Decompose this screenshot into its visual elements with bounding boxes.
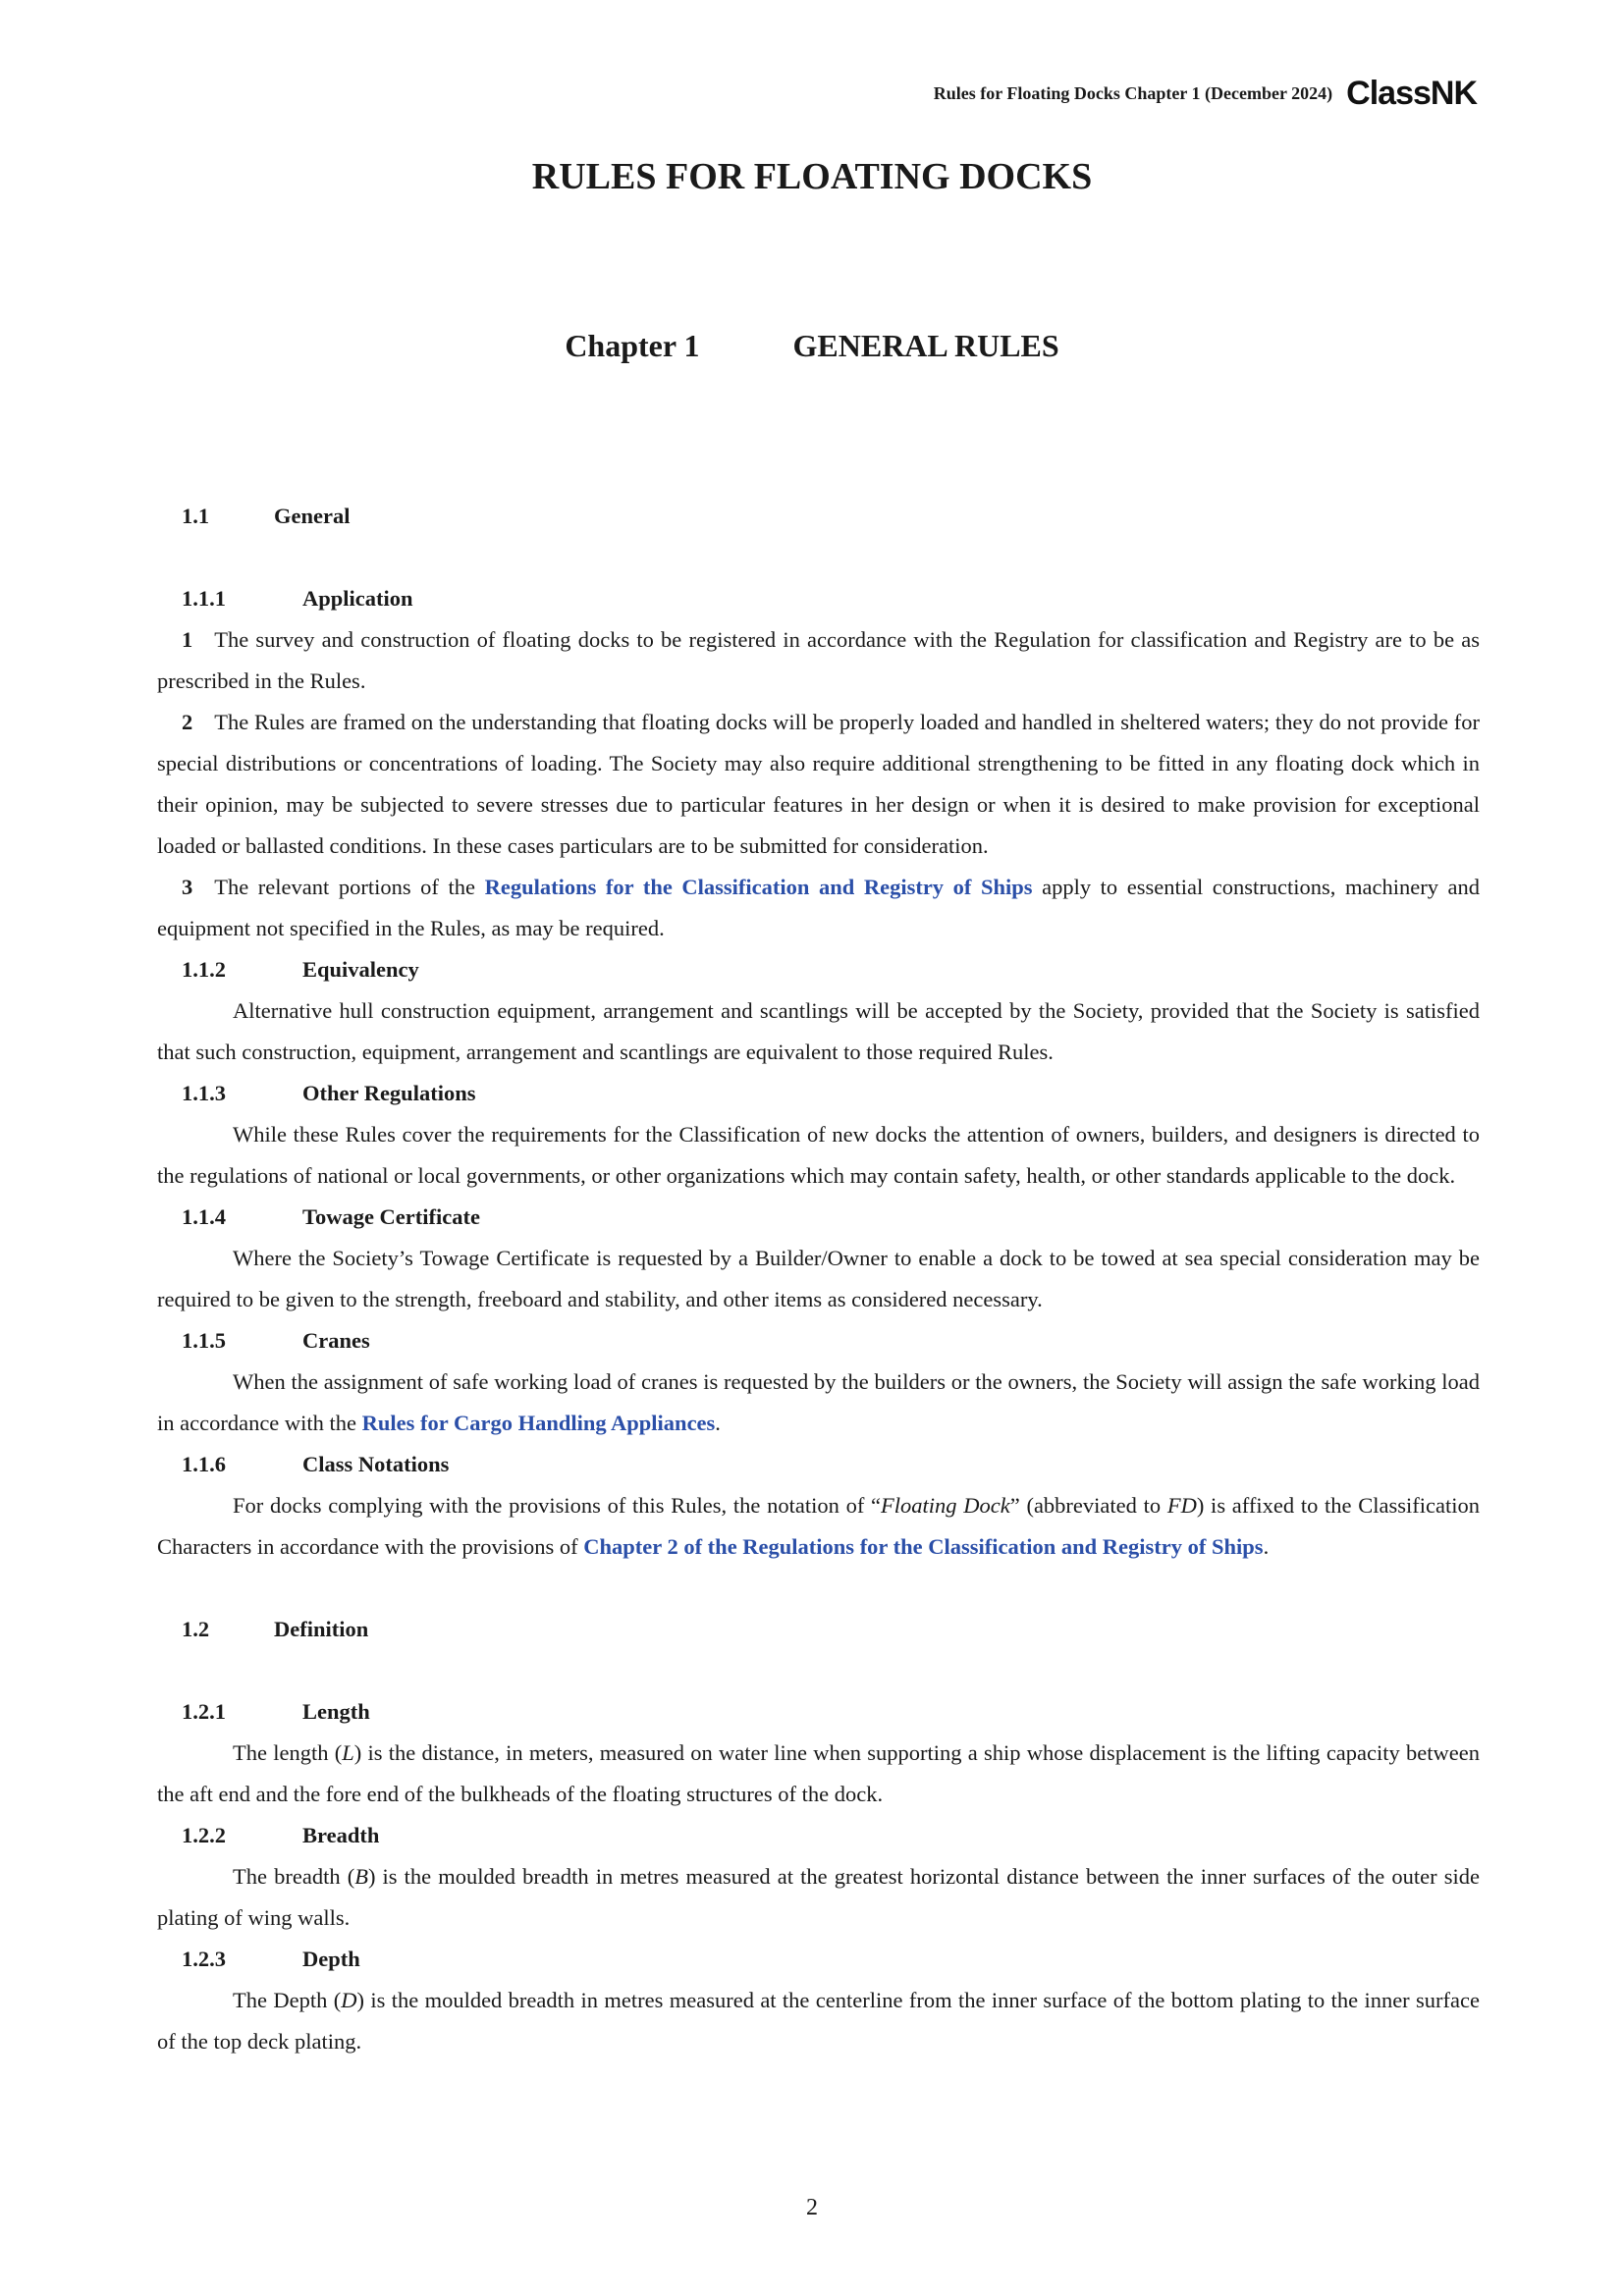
paragraph-number: 2 <box>182 710 193 734</box>
paragraph-text: . <box>1263 1534 1270 1559</box>
subsection-number: 1.2.1 <box>182 1699 226 1724</box>
subsection-heading <box>157 1939 1480 1980</box>
paragraph <box>157 1856 1480 1939</box>
subsection-title: Other Regulations <box>302 1081 476 1105</box>
subsection-title: Equivalency <box>302 957 419 982</box>
paragraph <box>157 867 1480 949</box>
subsection-heading <box>157 1073 1480 1114</box>
subsection-title: Application <box>302 586 413 611</box>
paragraph <box>157 1733 1480 1815</box>
paragraph: Where the Society’s Towage Certificate is requested by a Builder/Owner to enable a dock to be towed at sea special consideration may be required to be given to the strength, freeboard and stability, and other items as considered necessary. <box>157 1246 1480 1311</box>
paragraph-text: The Rules are framed on the understanding that floating docks will be properly loaded and handled in sheltered waters; they do not provide for special distributions or concentrations of loading. The Society may also require additional strengthening to be fitted in any floating dock which in their opinion, may be subjected to severe stresses due to particular features in her design or when it is desired to make provision for exceptional loaded or ballasted conditions. In these cases particulars are to be submitted for consideration. <box>157 710 1480 858</box>
subsection-heading <box>157 1320 1480 1362</box>
paragraph-text: For docks complying with the provisions of this Rules, the notation of “ <box>233 1493 882 1518</box>
paragraph-text: ) is affixed to the Classification Characters in accordance with the provisions of <box>157 1493 1480 1559</box>
section-title: Definition <box>274 1617 369 1641</box>
subsection-title: Depth <box>302 1947 360 1971</box>
subsection-title: Class Notations <box>302 1452 450 1476</box>
subsection-number: 1.1.4 <box>182 1204 226 1229</box>
classnk-logo: ClassNK <box>1346 75 1477 112</box>
paragraph-text: . <box>715 1411 721 1435</box>
paragraph: Alternative hull construction equipment, arrangement and scantlings will be accepted by the Society, provided that the Society is satisfied that such construction, equipment, arrangement and scantlings are equivalent to those required Rules. <box>157 998 1480 1064</box>
paragraph <box>157 1362 1480 1444</box>
chapter-2-regulations-link[interactable]: Chapter 2 of the Regulations for the Classification and Registry of Ships <box>583 1534 1264 1559</box>
paragraph-text: The breadth ( <box>233 1864 355 1889</box>
notation-term: Floating Dock <box>881 1493 1010 1518</box>
section-number: 1.2 <box>182 1617 210 1641</box>
subsection-heading <box>157 1197 1480 1238</box>
chapter-number: Chapter 1 <box>565 328 700 363</box>
paragraph-text: When the assignment of safe working load of cranes is requested by the builders or the owners, the Society will assign the safe working load in accordance with the <box>157 1369 1480 1435</box>
paragraph-text: ) is the moulded breadth in metres measured at the greatest horizontal distance between the inner surfaces of the outer side plating of wing walls. <box>157 1864 1480 1930</box>
running-title: Rules for Floating Docks Chapter 1 (December 2024) <box>933 82 1333 103</box>
symbol: L <box>342 1740 354 1765</box>
running-header <box>934 77 1477 110</box>
paragraph-text: The length ( <box>233 1740 343 1765</box>
paragraph-text: apply to essential constructions, machinery and equipment not specified in the Rules, as may be required. <box>157 875 1481 940</box>
paragraph-number: 3 <box>182 875 193 899</box>
paragraph-text: The survey and construction of floating docks to be registered in accordance with the Regulation for classification and Registry are to be as prescribed in the Rules. <box>157 627 1480 693</box>
subsection-heading <box>157 1691 1480 1733</box>
symbol: B <box>354 1864 368 1889</box>
paragraph: While these Rules cover the requirements for the Classification of new docks the attention of owners, builders, and designers is directed to the regulations of national or local governments, or other organizations which may contain safety, health, or other standards applicable to the dock. <box>157 1122 1480 1188</box>
paragraph-text: ” (abbreviated to <box>1009 1493 1167 1518</box>
subsection-title: Breadth <box>302 1823 380 1847</box>
regulations-link[interactable]: Regulations for the Classification and Registry of Ships <box>484 875 1033 899</box>
subsection-heading <box>157 1444 1480 1485</box>
paragraph-text: ) is the moulded breadth in metres measured at the centerline from the inner surface of the bottom plating to the inner surface of the top deck plating. <box>157 1988 1480 2054</box>
page-number: 2 <box>806 2195 818 2220</box>
section-heading <box>157 496 1480 537</box>
subsection-number: 1.1.5 <box>182 1328 226 1353</box>
subsection-number: 1.1.1 <box>182 586 226 611</box>
subsection-heading <box>157 578 1480 619</box>
paragraph <box>157 619 1480 702</box>
subsection-title: Length <box>302 1699 370 1724</box>
subsection-heading <box>157 949 1480 990</box>
chapter-heading <box>0 328 1624 364</box>
subsection-title: Towage Certificate <box>302 1204 480 1229</box>
page-body <box>157 496 1480 2062</box>
document-title: RULES FOR FLOATING DOCKS <box>531 156 1093 197</box>
section-title: General <box>274 504 351 528</box>
chapter-title: GENERAL RULES <box>792 328 1059 363</box>
subsection-number: 1.1.3 <box>182 1081 226 1105</box>
paragraph <box>157 1980 1480 2062</box>
paragraph <box>157 1485 1480 1568</box>
paragraph-text: The Depth ( <box>233 1988 342 2012</box>
paragraph <box>157 702 1480 867</box>
paragraph-text: The relevant portions of the <box>214 875 485 899</box>
subsection-title: Cranes <box>302 1328 370 1353</box>
section-heading <box>157 1609 1480 1650</box>
subsection-number: 1.2.3 <box>182 1947 226 1971</box>
paragraph-text: ) is the distance, in meters, measured on water line when supporting a ship whose displacement is the lifting capacity between the aft end and the fore end of the bulkheads of the floating structures of the dock. <box>157 1740 1480 1806</box>
notation-abbreviation: FD <box>1166 1493 1197 1518</box>
subsection-number: 1.2.2 <box>182 1823 226 1847</box>
subsection-number: 1.1.2 <box>182 957 226 982</box>
cargo-handling-rules-link[interactable]: Rules for Cargo Handling Appliances <box>361 1411 716 1435</box>
section-number: 1.1 <box>182 504 210 528</box>
symbol: D <box>341 1988 357 2012</box>
subsection-number: 1.1.6 <box>182 1452 226 1476</box>
subsection-heading <box>157 1815 1480 1856</box>
paragraph-number: 1 <box>182 627 193 652</box>
